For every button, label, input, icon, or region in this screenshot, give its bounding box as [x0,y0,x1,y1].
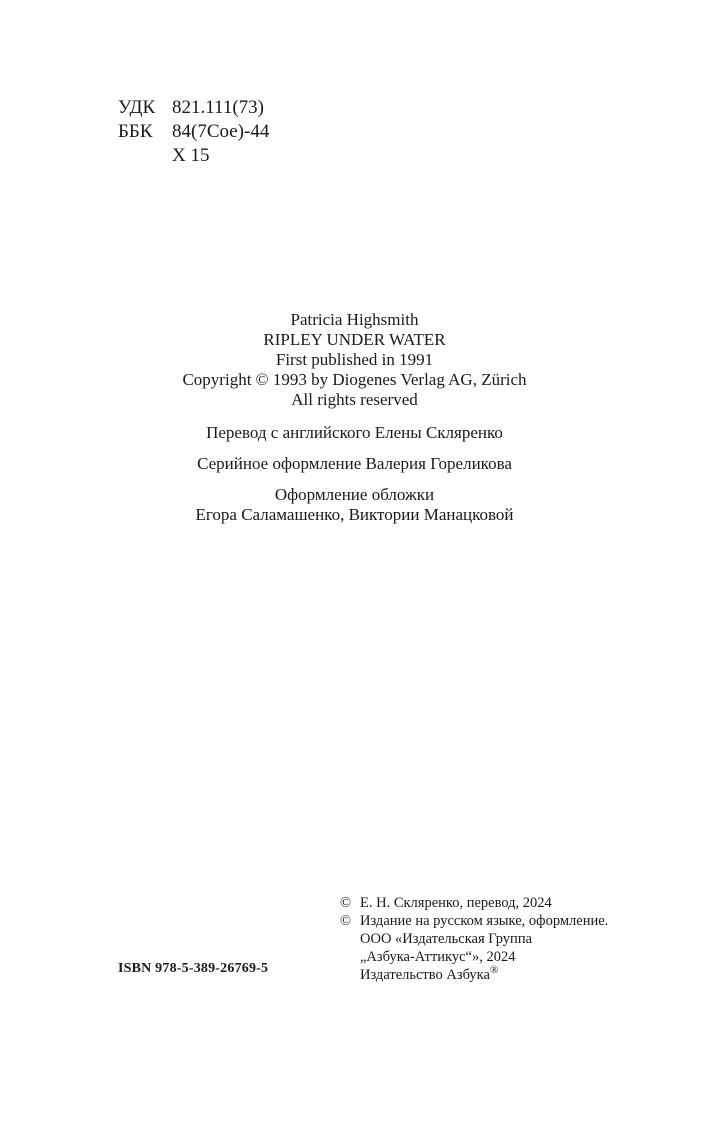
registered-mark-icon: ® [489,964,499,977]
copyright-translation-row [340,894,608,912]
publisher-name-line: „Азбука-Аттикус“», 2024 [360,949,516,965]
copyright-publisher-row-2 [340,948,608,966]
first-published: First published in 1991 [275,350,434,369]
original-copyright: Copyright © 1993 by Diogenes Verlag AG, Zürich [182,370,527,389]
imprint-name: Издательство Азбука [360,967,490,983]
copyright-publisher-row-3 [340,966,608,984]
copyright-publisher-row-1 [340,930,608,948]
publisher-group-line: ООО «Издательская Группа [360,931,533,947]
rights-reserved: All rights reserved [291,390,418,409]
bbk-key: ББК [118,121,153,142]
author-mark-key [118,144,172,168]
bbk-value: 84(7Сое)-44 [172,121,270,142]
original-author: Patricia Highsmith [290,310,419,329]
cover-design-line-2: Егора Саламашенко, Виктории Манацковой [195,505,514,524]
isbn-number: ISBN 978-5-389-26769-5 [118,961,269,976]
copyright-notices [340,894,608,984]
original-title: RIPLEY UNDER WATER [263,330,446,349]
bbk-row [118,120,269,144]
udc-value: 821.111(73) [172,97,264,118]
classification-block [118,96,269,168]
udc-row [118,96,269,120]
author-mark-value: Х 15 [172,145,210,166]
cover-design-credit [0,485,709,525]
copyright-edition-text: Издание на русском языке, оформление. [360,913,609,929]
copyright-translation-text: Е. Н. Скляренко, перевод, 2024 [360,895,552,911]
translator-credit [0,423,709,443]
cover-design-line-1: Оформление обложки [274,485,435,504]
original-edition-info [0,310,709,410]
series-design-line: Серийное оформление Валерия Гореликова [197,454,512,473]
imprint-line [360,966,498,984]
translator-line: Перевод с английского Елены Скляренко [206,423,503,442]
udc-key: УДК [118,97,156,118]
copyright-sign-icon: © [340,895,352,911]
author-mark-row [118,144,269,168]
series-design-credit [0,454,709,474]
copyright-edition-row [340,912,608,930]
copyright-sign-icon: © [340,913,352,929]
